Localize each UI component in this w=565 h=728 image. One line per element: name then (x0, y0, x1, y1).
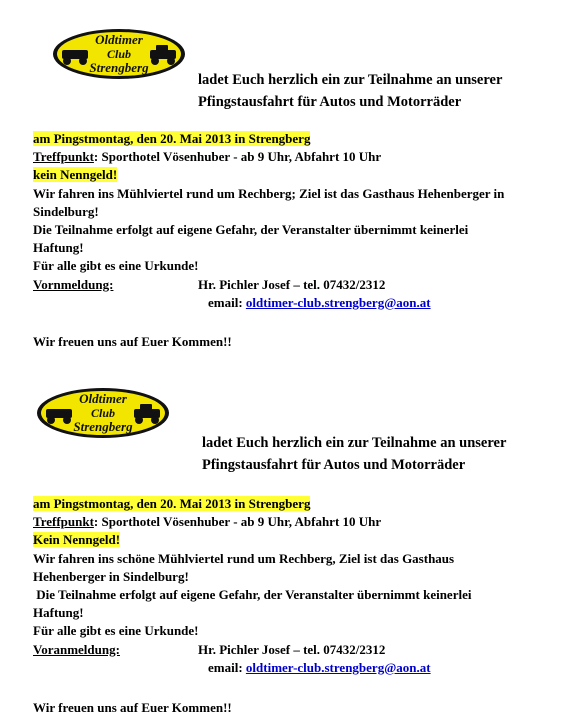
closing-text: Wir freuen uns auf Euer Kommen!! (33, 700, 232, 715)
club-logo (52, 28, 186, 80)
certificate-line: Für alle gibt es eine Urkunde! (33, 623, 199, 639)
contact-text: Hr. Pichler Josef – tel. 07432/2312 (198, 641, 386, 657)
route-line-1: Wir fahren ins Mühlviertel rund um Rechberg; Ziel ist das Gasthaus Hehenberger in (33, 185, 505, 201)
meeting-point-text: : Sporthotel Vösenhuber - ab 9 Uhr, Abfahrt 10 Uhr (93, 514, 382, 530)
logo-text-2: Club (106, 47, 132, 61)
meeting-point-text: : Sporthotel Vösenhuber - ab 9 Uhr, Abfahrt 10 Uhr (93, 149, 382, 165)
intro-line-1: ladet Euch herzlich ein zur Teilnahme an unserer (202, 435, 507, 451)
risk-line-1: Die Teilnahme erfolgt auf eigene Gefahr, der Veranstalter übernimmt keinerlei (33, 587, 472, 603)
email-label: email: (208, 294, 246, 310)
route-line-2: Sindelburg! (33, 203, 99, 219)
contact-text: Hr. Pichler Josef – tel. 07432/2312 (198, 276, 386, 292)
registration-label: Voranmeldung: (33, 641, 120, 657)
invitation-section-2 (0, 364, 565, 728)
risk-line-2: Haftung! (33, 605, 84, 621)
logo-text-3: Strengberg (73, 419, 133, 434)
intro-text (202, 432, 506, 476)
logo-text-3: Strengberg (89, 60, 149, 75)
details-block (33, 495, 471, 677)
club-logo-emblem-icon (36, 387, 170, 439)
date-highlight: am Pingstmontag, den 20. Mai 2013 in Strengberg (33, 131, 311, 146)
meeting-point-label: Treffpunkt (33, 149, 94, 165)
registration-label: Vornmeldung: (33, 276, 114, 292)
logo-text-2: Club (90, 406, 116, 420)
club-logo (36, 387, 170, 439)
intro-line-2: Pfingstausfahrt für Autos und Motorräder (198, 94, 462, 110)
date-highlight: am Pingstmontag, den 20. Mai 2013 in Strengberg (33, 496, 311, 511)
intro-line-2: Pfingstausfahrt für Autos und Motorräder (202, 457, 466, 473)
intro-text (198, 69, 502, 113)
email-label: email: (208, 659, 246, 675)
email-link[interactable]: oldtimer-club.strengberg@aon.at (245, 659, 431, 675)
logo-text-1: Oldtimer (79, 391, 127, 406)
email-link[interactable]: oldtimer-club.strengberg@aon.at (245, 294, 431, 310)
route-line-1: Wir fahren ins schöne Mühlviertel rund um Rechberg, Ziel ist das Gasthaus (33, 550, 455, 566)
fee-highlight: Kein Nenngeld! (33, 532, 121, 548)
logo-text-1: Oldtimer (95, 32, 143, 47)
fee-highlight: kein Nenngeld! (33, 167, 118, 183)
meeting-point-label: Treffpunkt (33, 514, 94, 530)
closing-text: Wir freuen uns auf Euer Kommen!! (33, 334, 232, 349)
certificate-line: Für alle gibt es eine Urkunde! (33, 258, 199, 274)
route-line-2: Hehenberger in Sindelburg! (33, 568, 189, 584)
intro-line-1: ladet Euch herzlich ein zur Teilnahme an unserer (198, 72, 503, 88)
risk-line-2: Haftung! (33, 240, 84, 256)
risk-line-1: Die Teilnahme erfolgt auf eigene Gefahr, der Veranstalter übernimmt keinerlei (33, 222, 469, 238)
club-logo-emblem-icon (52, 28, 186, 80)
details-block (33, 130, 504, 312)
